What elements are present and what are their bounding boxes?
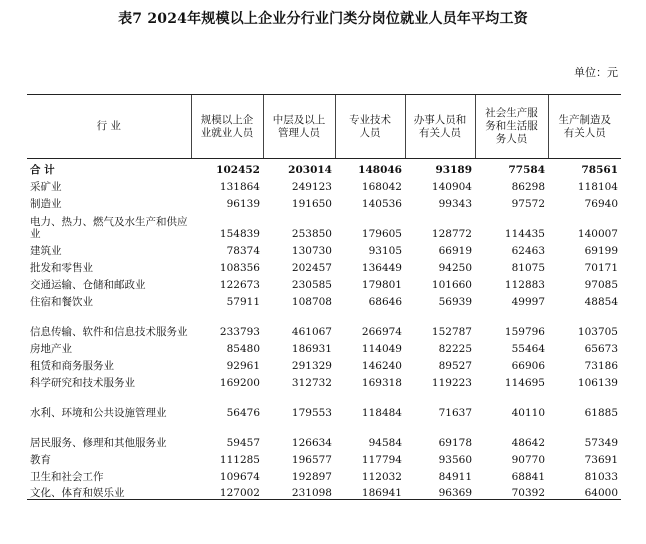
wage-value: 148046 bbox=[358, 163, 402, 176]
wage-value: 186941 bbox=[335, 483, 405, 500]
wage-value: 93105 bbox=[368, 244, 402, 257]
wage-value: 69178 bbox=[438, 436, 472, 449]
wage-value: 77584 bbox=[508, 163, 545, 176]
wage-value: 136449 bbox=[361, 261, 402, 274]
wage-value: 140904 bbox=[431, 180, 472, 193]
industry-name: 文化、体育和娱乐业 bbox=[27, 483, 191, 500]
wage-value: 249123 bbox=[291, 180, 332, 193]
wage-value: 203014 bbox=[288, 163, 332, 176]
wage-value: 97085 bbox=[584, 278, 618, 291]
table-row bbox=[27, 355, 621, 372]
table-row bbox=[27, 240, 621, 257]
industry-name: 房地产业 bbox=[30, 342, 72, 355]
header-label: 行 业 bbox=[96, 120, 121, 132]
wage-value: 57911 bbox=[226, 295, 260, 308]
table-row bbox=[27, 449, 621, 466]
wage-value: 48642 bbox=[511, 436, 545, 449]
wage-value: 179605 bbox=[361, 227, 402, 240]
wage-value: 179553 bbox=[291, 406, 332, 419]
wage-value: 186931 bbox=[291, 342, 332, 355]
wage-value: 97572 bbox=[511, 197, 545, 210]
wage-value: 66919 bbox=[438, 244, 472, 257]
wage-value: 65673 bbox=[584, 342, 618, 355]
wage-value: 103705 bbox=[577, 325, 618, 338]
wage-value: 92961 bbox=[226, 359, 260, 372]
wage-value: 114695 bbox=[504, 376, 545, 389]
header-professionals bbox=[335, 95, 405, 159]
table-row bbox=[27, 291, 621, 308]
table-row bbox=[27, 389, 621, 419]
wage-value: 56939 bbox=[438, 295, 472, 308]
wage-value: 231098 bbox=[263, 483, 335, 500]
wage-value: 56476 bbox=[226, 406, 260, 419]
table-row bbox=[27, 419, 621, 449]
wage-value: 40110 bbox=[511, 406, 545, 419]
wage-value: 64000 bbox=[548, 483, 621, 500]
wage-value: 93560 bbox=[438, 453, 472, 466]
header-label: 规模以上企业就业人员 bbox=[200, 113, 254, 139]
wage-value: 57349 bbox=[584, 436, 618, 449]
wage-value: 93189 bbox=[435, 163, 472, 176]
wage-value: 82225 bbox=[438, 342, 472, 355]
wage-value: 66906 bbox=[511, 359, 545, 372]
header-label: 办事人员和有关人员 bbox=[413, 113, 467, 139]
header-all-employees bbox=[191, 95, 263, 159]
wage-value: 62463 bbox=[511, 244, 545, 257]
wage-value: 127002 bbox=[191, 483, 263, 500]
table-body bbox=[27, 159, 621, 500]
industry-name: 制造业 bbox=[30, 197, 62, 210]
wage-value: 131864 bbox=[219, 180, 260, 193]
wage-value: 94584 bbox=[368, 436, 402, 449]
wage-value: 140536 bbox=[361, 197, 402, 210]
industry-name: 卫生和社会工作 bbox=[30, 470, 104, 483]
wage-value: 84911 bbox=[438, 470, 472, 483]
wage-value: 202457 bbox=[291, 261, 332, 274]
wage-value: 101660 bbox=[431, 278, 472, 291]
wage-value: 159796 bbox=[504, 325, 545, 338]
wage-value: 253850 bbox=[291, 227, 332, 240]
unit-label: 单位：元 bbox=[574, 66, 618, 79]
wage-value: 61885 bbox=[584, 406, 618, 419]
table-row bbox=[27, 483, 621, 500]
wage-value: 85480 bbox=[226, 342, 260, 355]
wage-value: 49997 bbox=[511, 295, 545, 308]
table-row bbox=[27, 193, 621, 210]
wage-value: 114049 bbox=[361, 342, 402, 355]
wage-value: 169200 bbox=[219, 376, 260, 389]
header-label: 社会生产服务和生活服务人员 bbox=[485, 107, 538, 145]
wage-value: 59457 bbox=[226, 436, 260, 449]
header-row bbox=[27, 95, 621, 159]
wage-value: 69199 bbox=[584, 244, 618, 257]
wage-value: 146240 bbox=[361, 359, 402, 372]
table-row bbox=[27, 466, 621, 483]
wage-value: 130730 bbox=[291, 244, 332, 257]
wage-value: 86298 bbox=[511, 180, 545, 193]
wage-value: 76940 bbox=[584, 197, 618, 210]
wage-value: 73691 bbox=[584, 453, 618, 466]
wage-value: 106139 bbox=[577, 376, 618, 389]
wage-value: 168042 bbox=[361, 180, 402, 193]
wage-value: 73186 bbox=[584, 359, 618, 372]
industry-name: 租赁和商务服务业 bbox=[30, 359, 114, 372]
table-row bbox=[27, 308, 621, 338]
wage-value: 90770 bbox=[511, 453, 545, 466]
wage-value: 89527 bbox=[438, 359, 472, 372]
industry-name: 住宿和餐饮业 bbox=[30, 295, 93, 308]
table-header bbox=[27, 95, 621, 159]
wage-value: 99343 bbox=[438, 197, 472, 210]
industry-name: 批发和零售业 bbox=[30, 261, 93, 274]
industry-name: 合 计 bbox=[30, 163, 55, 176]
wage-value: 71637 bbox=[438, 406, 472, 419]
wage-value: 461067 bbox=[291, 325, 332, 338]
table-row bbox=[27, 210, 621, 240]
wage-value: 114435 bbox=[504, 227, 545, 240]
wage-value: 78561 bbox=[581, 163, 618, 176]
wage-value: 111285 bbox=[219, 453, 260, 466]
wage-value: 96369 bbox=[405, 483, 475, 500]
industry-name: 交通运输、仓储和邮政业 bbox=[30, 278, 146, 291]
header-managers bbox=[263, 95, 335, 159]
table-row bbox=[27, 372, 621, 389]
header-industry bbox=[27, 95, 191, 159]
industry-name: 居民服务、修理和其他服务业 bbox=[30, 436, 167, 449]
wage-value: 233793 bbox=[219, 325, 260, 338]
wage-value: 169318 bbox=[361, 376, 402, 389]
wage-value: 196577 bbox=[291, 453, 332, 466]
wage-value: 48854 bbox=[584, 295, 618, 308]
table-row bbox=[27, 274, 621, 291]
wage-value: 102452 bbox=[216, 163, 260, 176]
header-production-workers bbox=[548, 95, 621, 159]
wage-value: 126634 bbox=[291, 436, 332, 449]
wage-value: 112032 bbox=[361, 470, 402, 483]
wage-value: 128772 bbox=[431, 227, 472, 240]
header-label: 生产制造及有关人员 bbox=[558, 113, 611, 139]
wage-value: 117794 bbox=[361, 453, 402, 466]
total-row bbox=[27, 159, 621, 176]
wage-value: 192897 bbox=[291, 470, 332, 483]
industry-name: 科学研究和技术服务业 bbox=[30, 376, 135, 389]
wage-value: 94250 bbox=[438, 261, 472, 274]
wage-value: 78374 bbox=[226, 244, 260, 257]
wage-value: 140007 bbox=[577, 227, 618, 240]
wage-value: 152787 bbox=[431, 325, 472, 338]
wage-value: 96139 bbox=[226, 197, 260, 210]
wage-value: 291329 bbox=[291, 359, 332, 372]
wage-value: 230585 bbox=[291, 278, 332, 291]
wage-value: 191650 bbox=[291, 197, 332, 210]
wage-value: 119223 bbox=[431, 376, 472, 389]
table-row bbox=[27, 176, 621, 193]
wage-value: 70171 bbox=[584, 261, 618, 274]
wage-value: 118104 bbox=[577, 180, 618, 193]
wage-value: 179801 bbox=[361, 278, 402, 291]
industry-name: 电力、热力、燃气及水生产和供应业 bbox=[30, 215, 188, 240]
wage-value: 68841 bbox=[511, 470, 545, 483]
wage-value: 55464 bbox=[511, 342, 545, 355]
header-label: 专业技术人员 bbox=[349, 113, 391, 139]
header-service-workers bbox=[475, 95, 548, 159]
wage-table bbox=[27, 94, 621, 500]
wage-value: 154839 bbox=[219, 227, 260, 240]
table-row bbox=[27, 257, 621, 274]
wage-value: 81033 bbox=[584, 470, 618, 483]
industry-name: 信息传输、软件和信息技术服务业 bbox=[30, 325, 188, 338]
page-title: 表7 2024年规模以上企业分行业门类分岗位就业人员年平均工资 bbox=[118, 11, 528, 27]
wage-value: 70392 bbox=[475, 483, 548, 500]
wage-value: 112883 bbox=[504, 278, 545, 291]
wage-value: 266974 bbox=[361, 325, 402, 338]
wage-value: 108708 bbox=[291, 295, 332, 308]
industry-name: 水利、环境和公共设施管理业 bbox=[30, 406, 167, 419]
industry-name: 建筑业 bbox=[30, 244, 62, 257]
header-clerks bbox=[405, 95, 475, 159]
wage-value: 109674 bbox=[219, 470, 260, 483]
wage-value: 312732 bbox=[291, 376, 332, 389]
table-row bbox=[27, 338, 621, 355]
wage-value: 108356 bbox=[219, 261, 260, 274]
wage-value: 68646 bbox=[368, 295, 402, 308]
industry-name: 采矿业 bbox=[30, 180, 62, 193]
header-label: 中层及以上管理人员 bbox=[272, 113, 326, 139]
wage-value: 122673 bbox=[219, 278, 260, 291]
wage-value: 81075 bbox=[511, 261, 545, 274]
industry-name: 教育 bbox=[30, 453, 51, 466]
wage-value: 118484 bbox=[361, 406, 402, 419]
